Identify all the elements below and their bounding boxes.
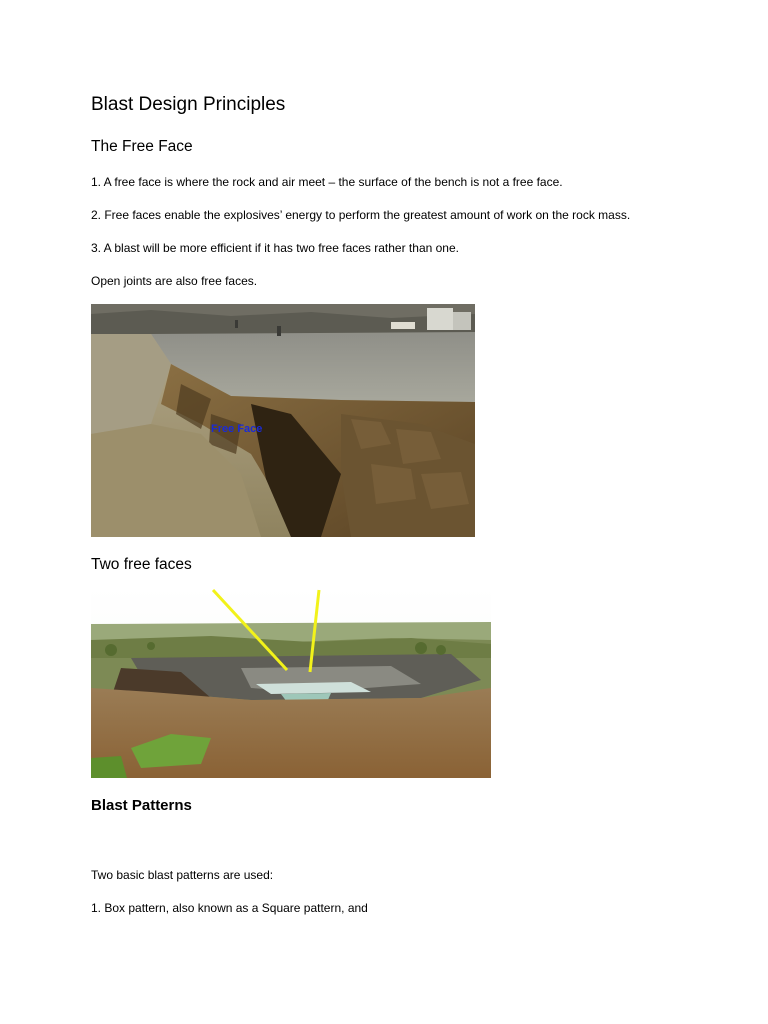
pattern-item-1: 1. Box pattern, also known as a Square pattern, and bbox=[91, 901, 368, 915]
blast-patterns-intro: Two basic blast patterns are used: bbox=[91, 868, 274, 882]
free-face-label: Free Face bbox=[211, 423, 263, 435]
note-open-joints: Open joints are also free faces. bbox=[91, 274, 258, 288]
two-free-faces-photo bbox=[91, 588, 491, 778]
point-2: 2. Free faces enable the explosives’ energy to perform the greatest amount of work on the rock mass. bbox=[91, 208, 631, 222]
heading-two-free-faces: Two free faces bbox=[91, 556, 192, 573]
point-3: 3. A blast will be more efficient if it has two free faces rather than one. bbox=[91, 241, 459, 255]
free-face-photo bbox=[91, 304, 475, 537]
point-1: 1. A free face is where the rock and air meet – the surface of the bench is not a free face. bbox=[91, 175, 563, 189]
heading-blast-patterns: Blast Patterns bbox=[91, 797, 192, 814]
heading-free-face: The Free Face bbox=[91, 138, 193, 155]
page-title: Blast Design Principles bbox=[91, 94, 286, 115]
